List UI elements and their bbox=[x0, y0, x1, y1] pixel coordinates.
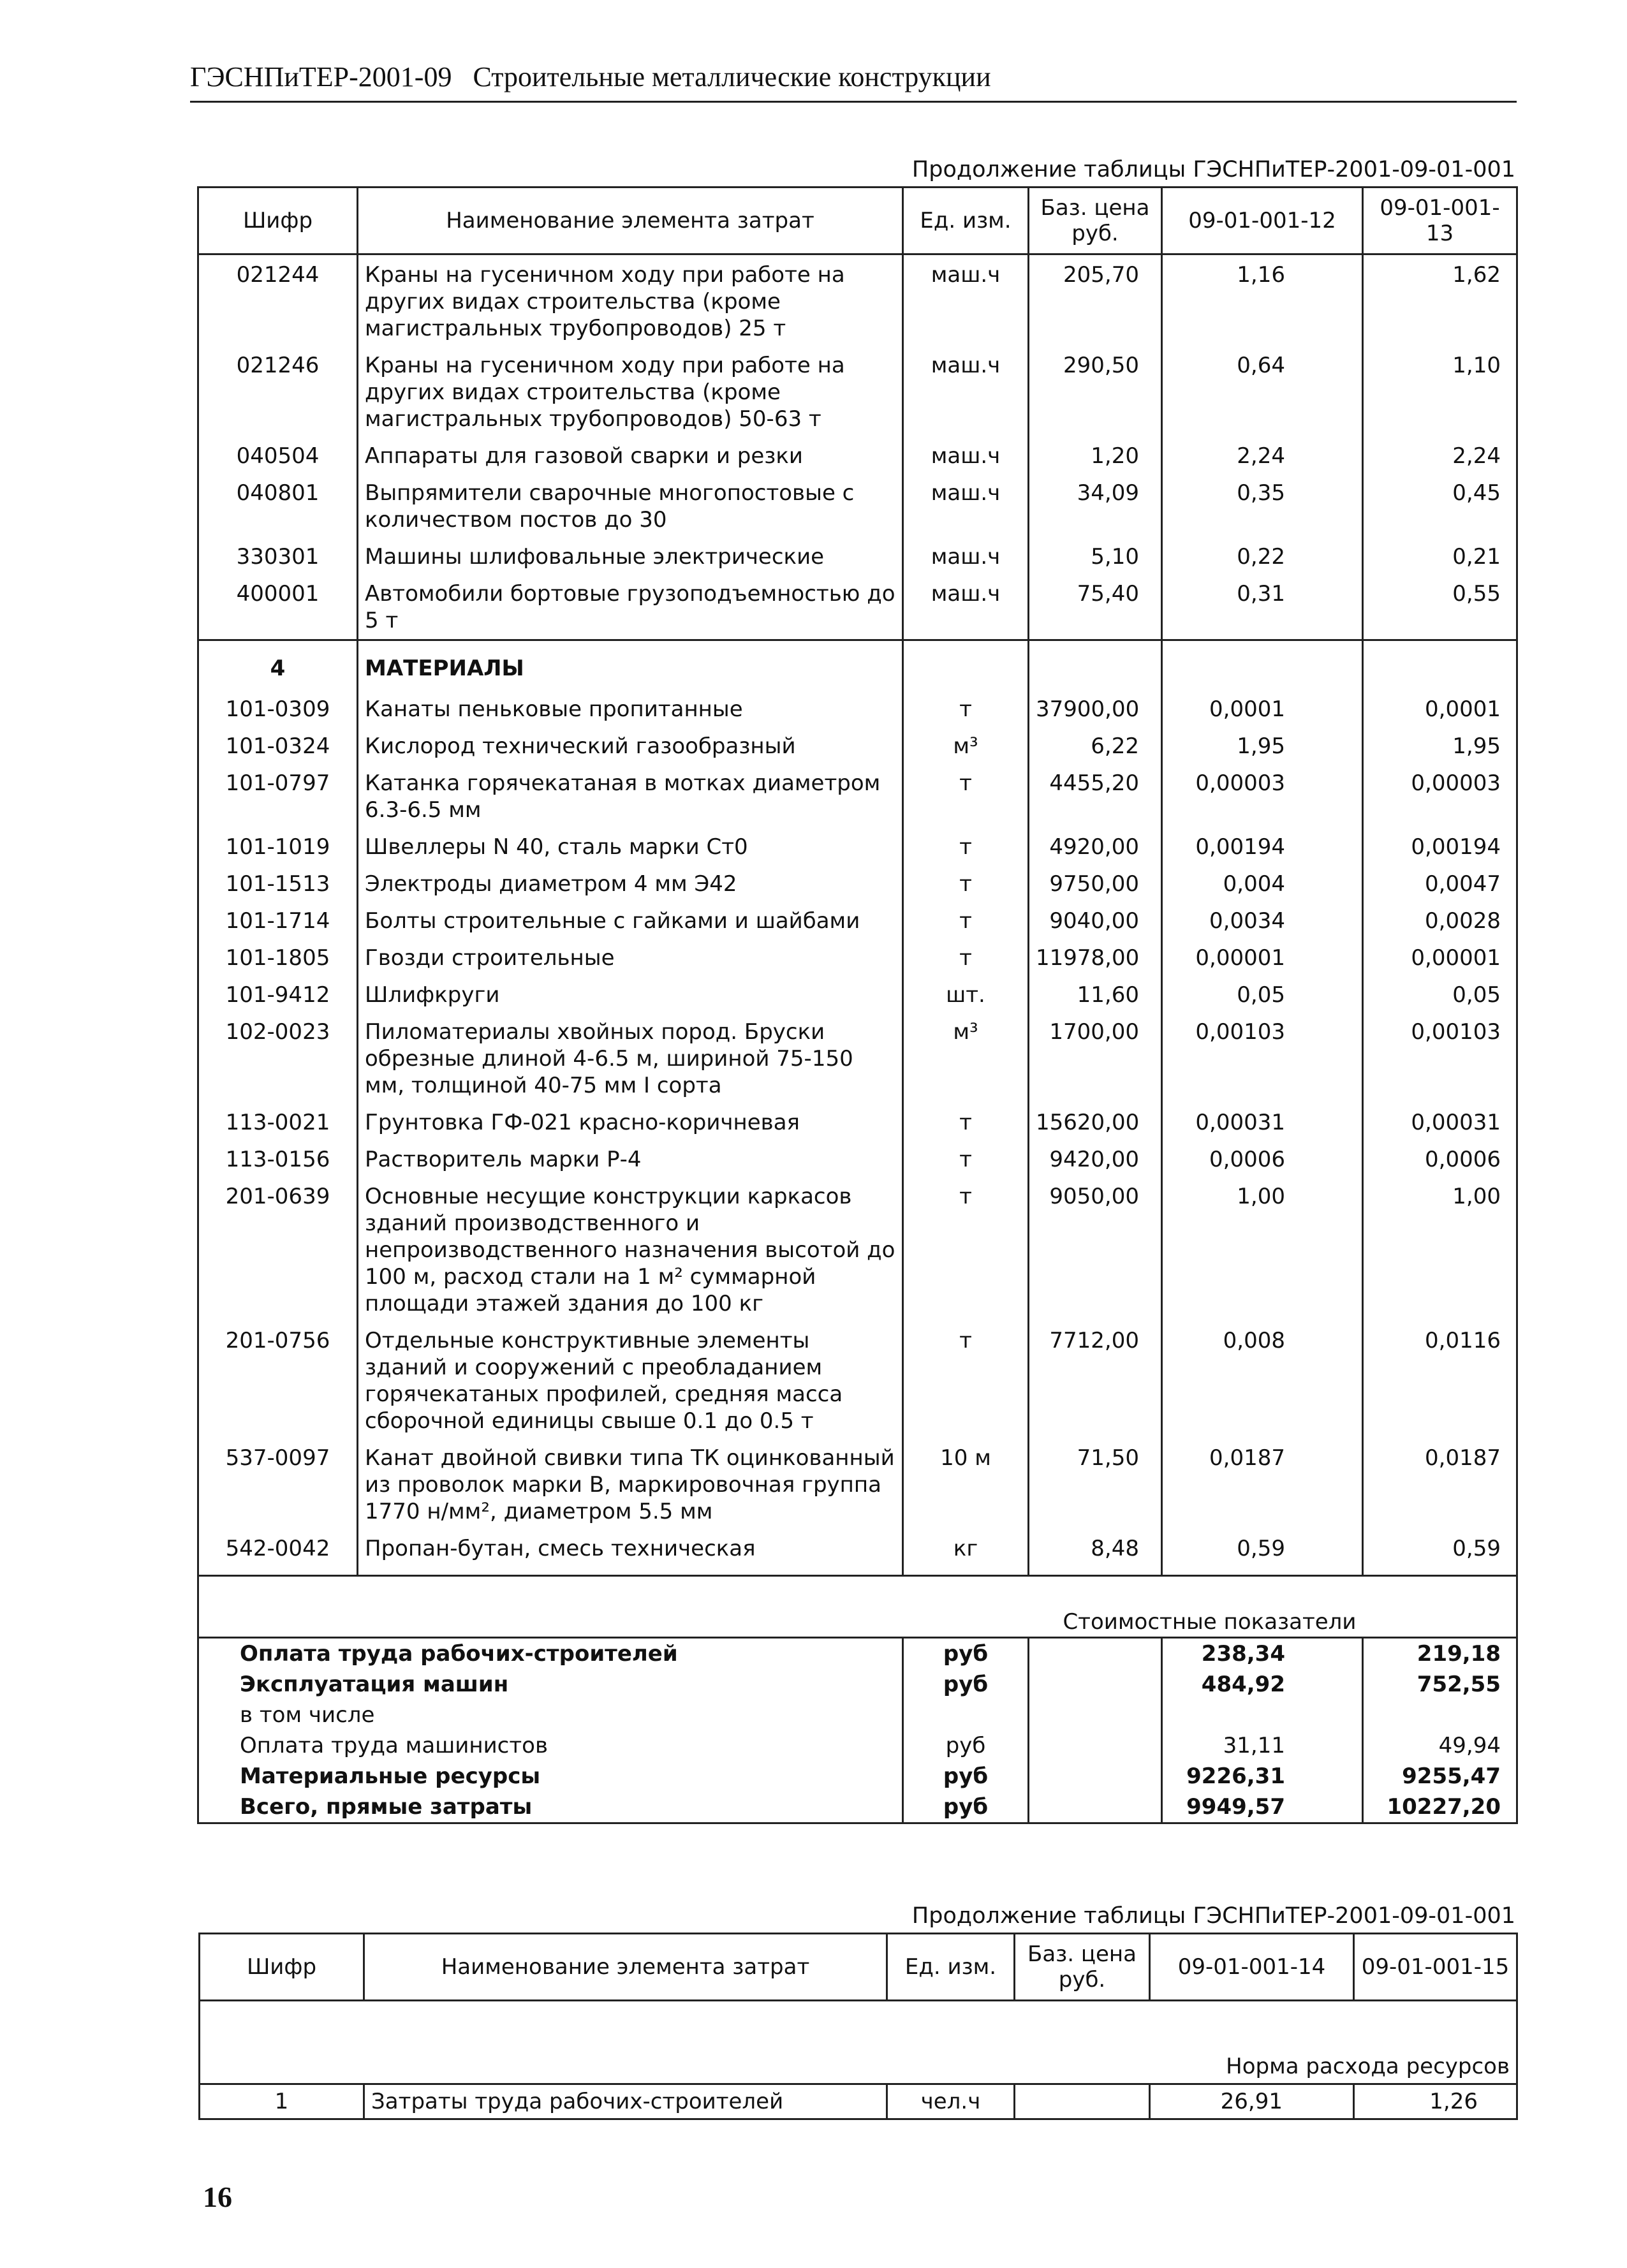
row-v2: 0,05 bbox=[1363, 976, 1517, 1013]
row-price: 205,70 bbox=[1029, 254, 1162, 348]
row-unit: кг bbox=[903, 1530, 1029, 1576]
row-code: 330301 bbox=[198, 538, 358, 575]
cost-unit bbox=[903, 1700, 1029, 1730]
cost-v1: 484,92 bbox=[1162, 1669, 1363, 1700]
row-price: 71,50 bbox=[1029, 1440, 1162, 1530]
row-code: 101-0324 bbox=[198, 728, 358, 765]
row-code: 021244 bbox=[198, 254, 358, 348]
col2-header-code: Шифр bbox=[200, 1934, 364, 2001]
row-v2: 0,00103 bbox=[1363, 1013, 1517, 1104]
row-v2: 0,0187 bbox=[1363, 1440, 1517, 1530]
cost-v1: 9949,57 bbox=[1162, 1792, 1363, 1823]
cost-v2 bbox=[1363, 1700, 1517, 1730]
row-name: Основные несущие конструкции каркасов зданий производственного и непроизводственного назначения высотой до 100 м, расход стали на 1 м² суммарной площади этажей здания до 100 кг bbox=[358, 1178, 903, 1322]
row-price: 37900,00 bbox=[1029, 691, 1162, 728]
cost-unit: руб bbox=[903, 1669, 1029, 1700]
table-row bbox=[198, 1530, 1517, 1576]
row-unit: т bbox=[903, 1178, 1029, 1322]
row-code: 040801 bbox=[198, 475, 358, 538]
row-name: Канат двойной свивки типа ТК оцинкованный из проволок марки В, маркировочная группа 1770 н/мм², диаметром 5.5 мм bbox=[358, 1440, 903, 1530]
row-name: Канаты пеньковые пропитанные bbox=[358, 691, 903, 728]
row-unit: т bbox=[903, 902, 1029, 939]
row-v2: 0,55 bbox=[1363, 575, 1517, 640]
cost-price bbox=[1029, 1669, 1162, 1700]
table-row bbox=[198, 347, 1517, 438]
row-price: 9040,00 bbox=[1029, 902, 1162, 939]
cost-unit: руб bbox=[903, 1761, 1029, 1792]
cost-v1: 9226,31 bbox=[1162, 1761, 1363, 1792]
row-name: Затраты труда рабочих-строителей bbox=[364, 2084, 887, 2119]
row-code: 113-0021 bbox=[198, 1104, 358, 1141]
table-row bbox=[198, 1013, 1517, 1104]
row-v2: 1,10 bbox=[1363, 347, 1517, 438]
row-code: 101-0309 bbox=[198, 691, 358, 728]
col2-header-unit: Ед. изм. bbox=[887, 1934, 1015, 2001]
row-unit: маш.ч bbox=[903, 538, 1029, 575]
row-v1: 0,64 bbox=[1162, 347, 1363, 438]
table-row bbox=[198, 1440, 1517, 1530]
row-name: Катанка горячекатаная в мотках диаметром 6.3-6.5 мм bbox=[358, 765, 903, 828]
row-v1: 26,91 bbox=[1150, 2084, 1354, 2119]
row-code: 1 bbox=[200, 2084, 364, 2119]
row-v2: 0,00003 bbox=[1363, 765, 1517, 828]
row-name: Растворитель марки Р-4 bbox=[358, 1141, 903, 1178]
document-series: ГЭСНПиТЕР-2001-09 bbox=[190, 61, 452, 92]
table2-header-row bbox=[200, 1934, 1517, 2001]
row-code: 400001 bbox=[198, 575, 358, 640]
col2-header-v1: 09-01-001-14 bbox=[1150, 1934, 1354, 2001]
row-price: 75,40 bbox=[1029, 575, 1162, 640]
table-row bbox=[200, 2084, 1517, 2119]
row-unit: м³ bbox=[903, 728, 1029, 765]
section-number: 4 bbox=[198, 640, 358, 691]
row-price: 8,48 bbox=[1029, 1530, 1162, 1576]
row-v1: 1,00 bbox=[1162, 1178, 1363, 1322]
row-price: 15620,00 bbox=[1029, 1104, 1162, 1141]
row-v1: 0,00003 bbox=[1162, 765, 1363, 828]
cost-label: Оплата труда машинистов bbox=[198, 1730, 903, 1761]
col-header-v2: 09-01-001-13 bbox=[1363, 188, 1517, 254]
col-header-unit: Ед. изм. bbox=[903, 188, 1029, 254]
row-unit: 10 м bbox=[903, 1440, 1029, 1530]
row-name: Пиломатериалы хвойных пород. Бруски обрезные длиной 4-6.5 м, шириной 75-150 мм, толщиной 40-75 мм I сорта bbox=[358, 1013, 903, 1104]
cost-row bbox=[198, 1730, 1517, 1761]
cost-header-row bbox=[198, 1576, 1517, 1638]
row-v1: 0,22 bbox=[1162, 538, 1363, 575]
row-price: 6,22 bbox=[1029, 728, 1162, 765]
cost-v2: 219,18 bbox=[1363, 1638, 1517, 1670]
materials-section bbox=[198, 640, 1517, 691]
row-code: 537-0097 bbox=[198, 1440, 358, 1530]
materials-rows bbox=[198, 691, 1517, 1576]
row-v2: 1,26 bbox=[1354, 2084, 1517, 2119]
row-unit: маш.ч bbox=[903, 438, 1029, 475]
row-name: Краны на гусеничном ходу при работе на других видах строительства (кроме магистральных трубопроводов) 25 т bbox=[358, 254, 903, 348]
machines-rows bbox=[198, 254, 1517, 640]
col2-header-price: Баз. цена руб. bbox=[1015, 1934, 1150, 2001]
row-price: 9050,00 bbox=[1029, 1178, 1162, 1322]
col2-header-v2: 09-01-001-15 bbox=[1354, 1934, 1517, 2001]
row-code: 101-0797 bbox=[198, 765, 358, 828]
row-code: 101-1019 bbox=[198, 828, 358, 865]
row-unit: т bbox=[903, 939, 1029, 976]
row-code: 201-0756 bbox=[198, 1322, 358, 1440]
row-code: 101-9412 bbox=[198, 976, 358, 1013]
table-row bbox=[198, 438, 1517, 475]
row-name: Краны на гусеничном ходу при работе на других видах строительства (кроме магистральных трубопроводов) 50-63 т bbox=[358, 347, 903, 438]
table-row bbox=[198, 865, 1517, 902]
row-name: Грунтовка ГФ-021 красно-коричневая bbox=[358, 1104, 903, 1141]
cost-label: Материальные ресурсы bbox=[198, 1761, 903, 1792]
table-row bbox=[198, 691, 1517, 728]
row-unit: м³ bbox=[903, 1013, 1029, 1104]
document-subtitle: Строительные металлические конструкции bbox=[473, 61, 991, 92]
row-price: 11,60 bbox=[1029, 976, 1162, 1013]
col-header-price: Баз. цена руб. bbox=[1029, 188, 1162, 254]
row-price: 4455,20 bbox=[1029, 765, 1162, 828]
table-row bbox=[198, 254, 1517, 348]
table-row bbox=[198, 976, 1517, 1013]
page-number: 16 bbox=[203, 2181, 232, 2213]
row-v1: 0,0034 bbox=[1162, 902, 1363, 939]
cost-v1: 238,34 bbox=[1162, 1638, 1363, 1670]
row-v1: 0,00001 bbox=[1162, 939, 1363, 976]
norm-header-row bbox=[200, 2001, 1517, 2084]
col2-header-name: Наименование элемента затрат bbox=[364, 1934, 887, 2001]
row-code: 113-0156 bbox=[198, 1141, 358, 1178]
cost-header-label: Стоимостные показатели bbox=[198, 1576, 1363, 1638]
row-code: 101-1805 bbox=[198, 939, 358, 976]
table-header-row bbox=[198, 188, 1517, 254]
row-v2: 0,0116 bbox=[1363, 1322, 1517, 1440]
row-v1: 0,05 bbox=[1162, 976, 1363, 1013]
cost-v2: 9255,47 bbox=[1363, 1761, 1517, 1792]
row-price: 11978,00 bbox=[1029, 939, 1162, 976]
page-header bbox=[190, 61, 1517, 103]
cost-label: Эксплуатация машин bbox=[198, 1669, 903, 1700]
col-header-v1: 09-01-001-12 bbox=[1162, 188, 1363, 254]
cost-row bbox=[198, 1669, 1517, 1700]
cost-v1: 31,11 bbox=[1162, 1730, 1363, 1761]
table-row bbox=[198, 1322, 1517, 1440]
table-row bbox=[198, 475, 1517, 538]
table-row bbox=[198, 728, 1517, 765]
row-name: Аппараты для газовой сварки и резки bbox=[358, 438, 903, 475]
row-price bbox=[1015, 2084, 1150, 2119]
row-code: 101-1714 bbox=[198, 902, 358, 939]
row-price: 7712,00 bbox=[1029, 1322, 1162, 1440]
section-row bbox=[198, 640, 1517, 691]
cost-unit: руб bbox=[903, 1730, 1029, 1761]
row-name: Отдельные конструктивные элементы зданий и сооружений с преобладанием горячекатаных профилей, средняя масса сборочной единицы свыше 0.1 до 0.5 т bbox=[358, 1322, 903, 1440]
row-v2: 0,00031 bbox=[1363, 1104, 1517, 1141]
table-row bbox=[198, 902, 1517, 939]
row-v2: 0,00001 bbox=[1363, 939, 1517, 976]
row-v2: 0,00194 bbox=[1363, 828, 1517, 865]
cost-label: Оплата труда рабочих-строителей bbox=[198, 1638, 903, 1670]
row-v1: 0,0187 bbox=[1162, 1440, 1363, 1530]
row-v1: 0,00031 bbox=[1162, 1104, 1363, 1141]
table-row bbox=[198, 1141, 1517, 1178]
row-v2: 0,59 bbox=[1363, 1530, 1517, 1576]
section-title: МАТЕРИАЛЫ bbox=[358, 640, 903, 691]
row-v1: 0,00103 bbox=[1162, 1013, 1363, 1104]
row-code: 102-0023 bbox=[198, 1013, 358, 1104]
row-v2: 0,0047 bbox=[1363, 865, 1517, 902]
cost-price bbox=[1029, 1761, 1162, 1792]
table-row bbox=[198, 575, 1517, 640]
cost-price bbox=[1029, 1700, 1162, 1730]
col-header-code: Шифр bbox=[198, 188, 358, 254]
cost-price bbox=[1029, 1792, 1162, 1823]
table-row bbox=[198, 538, 1517, 575]
row-name: Шлифкруги bbox=[358, 976, 903, 1013]
row-v2: 0,0006 bbox=[1363, 1141, 1517, 1178]
row-unit: т bbox=[903, 691, 1029, 728]
row-name: Машины шлифовальные электрические bbox=[358, 538, 903, 575]
cost-row bbox=[198, 1761, 1517, 1792]
table-continuation-caption-2: Продолжение таблицы ГЭСНПиТЕР-2001-09-01-001 bbox=[911, 1903, 1515, 1929]
cost-indicators bbox=[198, 1576, 1517, 1823]
table-row bbox=[198, 765, 1517, 828]
row-price: 1700,00 bbox=[1029, 1013, 1162, 1104]
row-name: Болты строительные с гайками и шайбами bbox=[358, 902, 903, 939]
row-v1: 1,95 bbox=[1162, 728, 1363, 765]
cost-v2: 49,94 bbox=[1363, 1730, 1517, 1761]
row-unit: т bbox=[903, 1322, 1029, 1440]
cost-unit: руб bbox=[903, 1792, 1029, 1823]
row-unit: т bbox=[903, 765, 1029, 828]
row-name: Электроды диаметром 4 мм Э42 bbox=[358, 865, 903, 902]
row-name: Швеллеры N 40, сталь марки Ст0 bbox=[358, 828, 903, 865]
norm-header-label: Норма расхода ресурсов bbox=[200, 2001, 1517, 2084]
row-v1: 1,16 bbox=[1162, 254, 1363, 348]
row-code: 040504 bbox=[198, 438, 358, 475]
row-v2: 1,95 bbox=[1363, 728, 1517, 765]
row-v2: 0,45 bbox=[1363, 475, 1517, 538]
row-price: 290,50 bbox=[1029, 347, 1162, 438]
cost-row bbox=[198, 1792, 1517, 1823]
row-price: 4920,00 bbox=[1029, 828, 1162, 865]
row-v2: 0,21 bbox=[1363, 538, 1517, 575]
row-price: 9420,00 bbox=[1029, 1141, 1162, 1178]
row-code: 101-1513 bbox=[198, 865, 358, 902]
table-row bbox=[198, 939, 1517, 976]
row-v1: 0,0001 bbox=[1162, 691, 1363, 728]
row-v1: 0,00194 bbox=[1162, 828, 1363, 865]
row-unit: т bbox=[903, 1141, 1029, 1178]
row-v2: 0,0001 bbox=[1363, 691, 1517, 728]
row-code: 021246 bbox=[198, 347, 358, 438]
cost-price bbox=[1029, 1638, 1162, 1670]
resource-table bbox=[197, 186, 1518, 1824]
row-v1: 0,59 bbox=[1162, 1530, 1363, 1576]
row-v1: 0,31 bbox=[1162, 575, 1363, 640]
row-v2: 2,24 bbox=[1363, 438, 1517, 475]
row-price: 34,09 bbox=[1029, 475, 1162, 538]
cost-v2: 10227,20 bbox=[1363, 1792, 1517, 1823]
row-name: Кислород технический газообразный bbox=[358, 728, 903, 765]
cost-label: в том числе bbox=[198, 1700, 903, 1730]
row-code: 542-0042 bbox=[198, 1530, 358, 1576]
cost-label: Всего, прямые затраты bbox=[198, 1792, 903, 1823]
row-unit: маш.ч bbox=[903, 575, 1029, 640]
row-name: Гвозди строительные bbox=[358, 939, 903, 976]
row-unit: маш.ч bbox=[903, 475, 1029, 538]
row-unit: шт. bbox=[903, 976, 1029, 1013]
table-continuation-caption: Продолжение таблицы ГЭСНПиТЕР-2001-09-01-001 bbox=[911, 157, 1515, 182]
cost-row bbox=[198, 1700, 1517, 1730]
row-price: 9750,00 bbox=[1029, 865, 1162, 902]
cost-v1 bbox=[1162, 1700, 1363, 1730]
row-unit: т bbox=[903, 828, 1029, 865]
table-row bbox=[198, 1178, 1517, 1322]
row-price: 1,20 bbox=[1029, 438, 1162, 475]
resource-table-2 bbox=[198, 1933, 1518, 2120]
row-name: Автомобили бортовые грузоподъемностью до 5 т bbox=[358, 575, 903, 640]
row-v1: 0,35 bbox=[1162, 475, 1363, 538]
row-unit: маш.ч bbox=[903, 254, 1029, 348]
row-v2: 1,00 bbox=[1363, 1178, 1517, 1322]
cost-row bbox=[198, 1638, 1517, 1670]
row-name: Выпрямители сварочные многопостовые с количеством постов до 30 bbox=[358, 475, 903, 538]
row-name: Пропан-бутан, смесь техническая bbox=[358, 1530, 903, 1576]
row-unit: чел.ч bbox=[887, 2084, 1015, 2119]
row-v2: 1,62 bbox=[1363, 254, 1517, 348]
table-row bbox=[198, 828, 1517, 865]
row-code: 201-0639 bbox=[198, 1178, 358, 1322]
row-price: 5,10 bbox=[1029, 538, 1162, 575]
table-row bbox=[198, 1104, 1517, 1141]
cost-unit: руб bbox=[903, 1638, 1029, 1670]
row-v2: 0,0028 bbox=[1363, 902, 1517, 939]
col-header-name: Наименование элемента затрат bbox=[358, 188, 903, 254]
row-unit: т bbox=[903, 865, 1029, 902]
row-v1: 2,24 bbox=[1162, 438, 1363, 475]
row-unit: т bbox=[903, 1104, 1029, 1141]
row-v1: 0,004 bbox=[1162, 865, 1363, 902]
row-v1: 0,0006 bbox=[1162, 1141, 1363, 1178]
row-unit: маш.ч bbox=[903, 347, 1029, 438]
cost-price bbox=[1029, 1730, 1162, 1761]
row-v1: 0,008 bbox=[1162, 1322, 1363, 1440]
cost-v2: 752,55 bbox=[1363, 1669, 1517, 1700]
